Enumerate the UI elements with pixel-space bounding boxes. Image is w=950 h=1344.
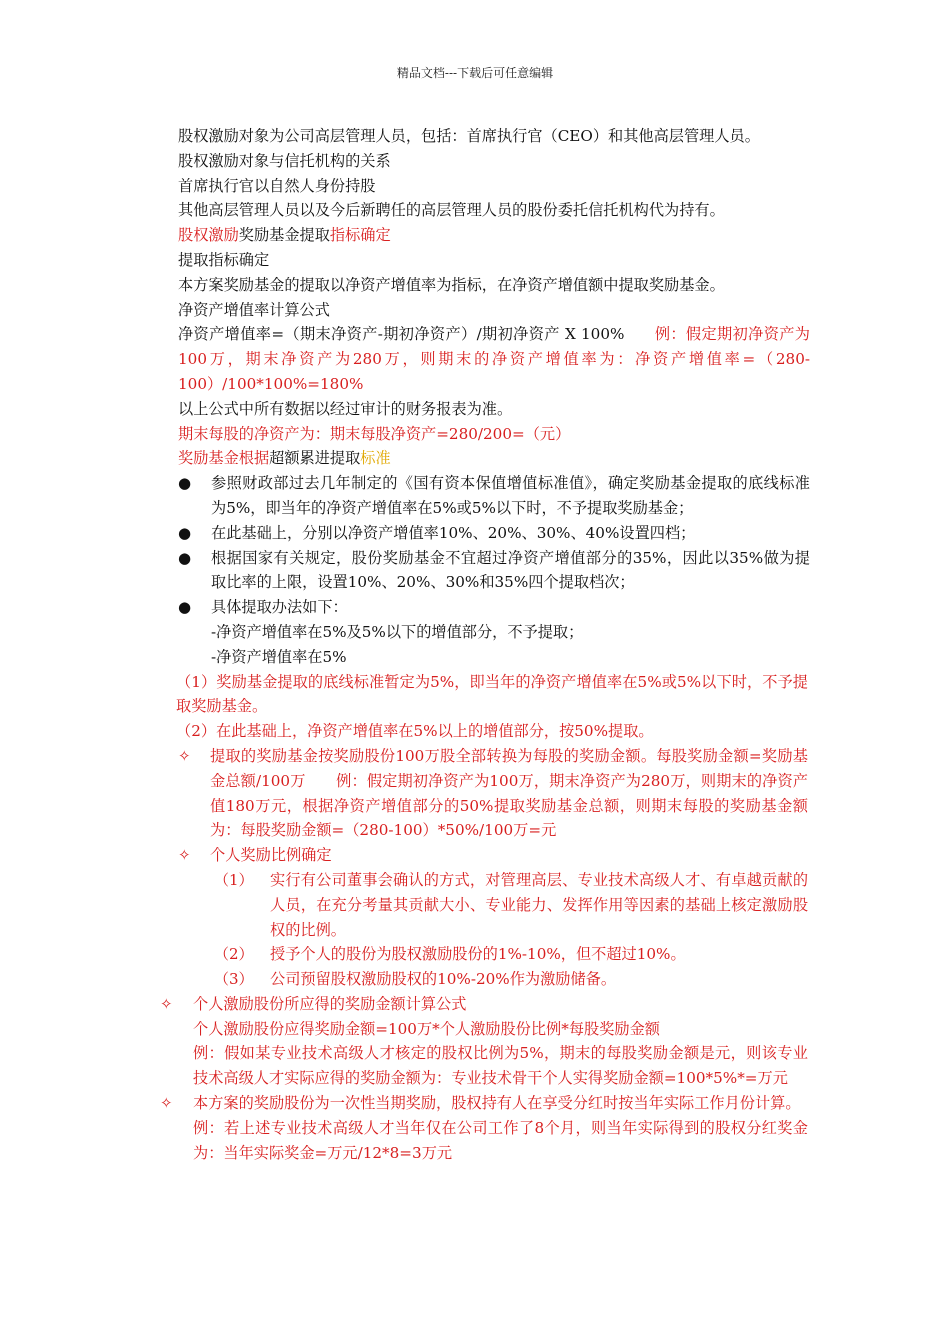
paragraph-incentive-targets: 股权激励对象为公司高层管理人员，包括：首席执行官（CEO）和其他高层管理人员。 <box>178 127 760 145</box>
bullet-text: 根据国家有关规定，股份奖励基金不宜超过净资产增值部分的35%，因此以35%做为提取比率的上限，设置10%、20%、30%和35%四个提取档次； <box>211 548 810 592</box>
item-number: （1） <box>214 870 254 889</box>
heading-indicator <box>178 223 810 248</box>
diamond-item-one-time <box>160 1091 808 1165</box>
item-text: 实行有公司董事会确认的方式，对管理高层、专业技术高级人才、有卓越贡献的人员，在充分考量其贡献大小、专业能力、发挥作用等因素的基础上核定激励股权的比例。 <box>270 870 808 939</box>
document-body <box>0 124 950 1165</box>
paragraph-over-five-rule: （2）在此基础上，净资产增值率在5%以上的增值部分，按50%提取。 <box>176 722 654 741</box>
paragraph-extraction-basis: 本方案奖励基金的提取以净资产增值率为指标，在净资产增值额中提取奖励基金。 <box>178 275 725 294</box>
heading-part-basis: 奖励基金根据 <box>178 449 270 468</box>
bullet-dot-icon: ● <box>178 523 192 542</box>
diamond-subline: 例：假如某专业技术高级人才核定的股权比例为5%，期末的每股奖励金额是元，则该专业技术高级人才实际应得的奖励金额为：专业技术骨干个人实得奖励金额=100*5%*=万元 <box>193 1044 808 1088</box>
paragraph-ceo-holding: 首席执行官以自然人身份持股 <box>178 176 376 195</box>
heading-formula: 净资产增值率计算公式 <box>178 300 330 319</box>
heading-part-standard: 标准 <box>360 449 391 468</box>
bullet-subline: -净资产增值率在5% <box>211 647 347 666</box>
diamond-text: 个人奖励比例确定 <box>210 846 332 865</box>
diamond-subline: 例：若上述专业技术高级人才当年仅在公司工作了8个月，则当年实际得到的股权分红奖金为：当年实际奖金=万元/12*8=3万元 <box>193 1118 808 1162</box>
item-text: 授予个人的股份为股权激励股份的1%-10%，但不超过10%。 <box>270 945 686 964</box>
diamond-bullet-icon: ✧ <box>160 994 173 1013</box>
diamond-bullet-icon: ✧ <box>178 746 191 765</box>
page-header: 精品文档---下载后可任意编辑 <box>396 66 554 80</box>
heading-part-indicator: 指标确定 <box>329 226 391 245</box>
heading-extraction-indicator: 提取指标确定 <box>178 250 270 269</box>
diamond-text: 个人激励股份所应得的奖励金额计算公式 <box>193 994 467 1013</box>
bullet-item <box>178 471 810 521</box>
heading-part-progressive: 超额累进提取 <box>269 449 361 468</box>
formula-example: 例：假定期初净资产为100万，期末净资产为280万，则期末的净资产增值率为：净资产增值率=（280-100）/100*100%=180% <box>178 325 810 393</box>
paragraph-formula <box>178 322 810 396</box>
heading-part-fund: 奖励基金提取 <box>238 226 330 245</box>
bullet-text: 具体提取办法如下： <box>211 598 348 617</box>
diamond-item-personal-ratio <box>178 843 808 868</box>
paragraph-trust-holding: 其他高层管理人员以及今后新聘任的高层管理人员的股份委托信托机构代为持有。 <box>178 201 725 220</box>
diamond-subline: 个人激励股份应得奖励金额=100万*个人激励股份比例*每股奖励金额 <box>193 1019 660 1038</box>
numbered-item <box>214 942 808 967</box>
bullet-dot-icon: ● <box>178 474 192 493</box>
diamond-bullet-icon: ✧ <box>178 846 191 865</box>
bullet-text: 参照财政部过去几年制定的《国有资本保值增值标准值》，确定奖励基金提取的底线标准为5%，即当年的净资产增值率在5%或5%以下时，不予提取奖励基金； <box>211 474 810 517</box>
diamond-item-personal-formula <box>160 992 808 1091</box>
heading-part-equity: 股权激励 <box>178 226 239 245</box>
paragraph-per-share-net-assets: 期末每股的净资产为：期末每股净资产=280/200=（元） <box>178 424 571 443</box>
numbered-item <box>214 868 808 942</box>
paragraph-audit-note: 以上公式中所有数据以经过审计的财务报表为准。 <box>178 399 513 418</box>
paragraph-baseline-rule: （1）奖励基金提取的底线标准暂定为5%，即当年的净资产增值率在5%或5%以下时，不予提取奖励基金。 <box>176 672 808 716</box>
item-number: （3） <box>214 970 254 989</box>
diamond-text: 提取的奖励基金按奖励股份100万股全部转换为每股的奖励金额。每股奖励金额=奖励基金总额/100万 例：假定期初净资产为100万，期末净资产为280万，则期末的净资产值180万元，根据净资产增值部分的50%提取奖励基金总额，则期末每股的奖励基金额为：每股奖励金额=（280-100）*50%/100万=元 <box>210 746 808 840</box>
numbered-item <box>214 967 808 992</box>
heading-progressive <box>178 446 810 471</box>
formula-text: 净资产增值率=（期末净资产-期初净资产）/期初净资产 X 100% <box>178 325 625 344</box>
bullet-text: 在此基础上，分别以净资产增值率10%、20%、30%、40%设置四档； <box>211 523 696 542</box>
bullet-subline: -净资产增值率在5%及5%以下的增值部分，不予提取； <box>211 622 584 641</box>
bullet-item <box>178 595 810 669</box>
item-text: 公司预留股权激励股权的10%-20%作为激励储备。 <box>270 970 617 989</box>
bullet-dot-icon: ● <box>178 548 192 567</box>
bullet-dot-icon: ● <box>178 598 192 617</box>
item-number: （2） <box>214 945 254 964</box>
bullet-item <box>178 521 810 546</box>
paragraph-trust-relation: 股权激励对象与信托机构的关系 <box>178 151 391 170</box>
diamond-item-per-share-amount <box>178 744 808 843</box>
diamond-bullet-icon: ✧ <box>160 1094 173 1113</box>
bullet-item <box>178 546 810 596</box>
diamond-text: 本方案的奖励股份为一次性当期奖励，股权持有人在享受分红时按当年实际工作月份计算。 <box>193 1094 801 1113</box>
